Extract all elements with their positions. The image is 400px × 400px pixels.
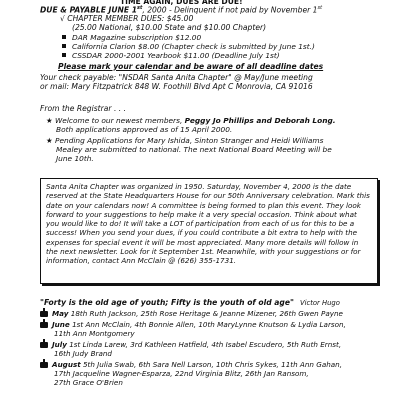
birthday-may: May 18th Ruth Jackson, 25th Rose Heritage & Jeanne Mizener, 26th Gwen Payne — [40, 309, 343, 318]
chapter-dues: √ CHAPTER MEMBER DUES: $45.00 — [60, 14, 194, 23]
birthday-cake-icon — [40, 362, 48, 368]
dues-item: California Clarion $8.00 (Chapter check is submitted by June 1st.) — [62, 42, 315, 51]
check-payable-line: Your check payable: "NSDAR Santa Anita Chapter" @ May/June meeting — [40, 73, 313, 82]
registrar-pending-3: June 10th. — [56, 154, 94, 163]
bullet-square-icon — [62, 44, 66, 48]
bullet-star-icon: ★ — [46, 116, 53, 125]
dues-item: DAR Magazine subscription $12.00 — [62, 33, 201, 42]
anniversary-text: Santa Anita Chapter was organized in 1950. Saturday, November 4, 2000 is the date reserved at the State Headquarters House for our 50th Anniversary celebration. Mark this date on your calendars now! A committee is being formed to plan this event. They look forward to your suggestions to help make it a very special occasion. Think about what you would like to do! It will take a LOT of participation from each of us for this to be a success! When you send your dues, if you could contribute a bit extra to help with the expenses for special event it will be most appreciated. Many more details will follow in the next newsletter. Look for it September 1st. Meanwhile, with your suggestions or for information, contact Ann McClain @ (626) 355-1731. — [46, 182, 370, 266]
bullet-square-icon — [62, 53, 66, 57]
birthday-cake-icon — [40, 342, 48, 348]
birthday-august-cont: 17th Jacqueline Wagner-Esparza, 22nd Virginia Blitz, 26th Jan Ransom, — [54, 369, 309, 378]
registrar-heading: From the Registrar . . . — [40, 104, 127, 113]
cut-off-header: TIME AGAIN, DUES ARE DUE! — [120, 0, 243, 6]
anniversary-box — [40, 178, 378, 284]
birthday-cake-icon — [40, 322, 48, 328]
registrar-welcome: ★ Welcome to our newest members, Peggy Jo Phillips and Deborah Long. — [46, 116, 336, 125]
bullet-star-icon: ★ — [46, 136, 53, 145]
check-mark-icon: √ — [60, 14, 65, 23]
birthday-august: August 5th Julia Swab, 6th Sara Nell Larson, 10th Chris Sykes, 11th Ann Gahan, — [40, 360, 342, 369]
registrar-welcome-2: Both applications approved as of 15 April 2000. — [56, 125, 233, 134]
registrar-pending-2: Mealey are submitted to national. The next National Board Meeting will be — [56, 145, 332, 154]
birthday-july-cont: 16th Judy Brand — [54, 349, 112, 358]
birthday-august-cont-2: 27th Grace O'Brien — [54, 378, 123, 387]
birthday-june-cont: 11th Ann Montgomery — [54, 329, 135, 338]
birthday-quote: "Forty is the old age of youth; Fifty is the youth of old age" Victor Hugo — [40, 298, 340, 307]
birthday-cake-icon — [40, 311, 48, 317]
birthday-june: June 1st Ann McClain, 4th Bonnie Allen, 10th MaryLynne Knutson & Lydia Larson, — [40, 320, 346, 329]
mail-to-line: or mail: Mary Fitzpatrick 848 W. Foothill Blvd Apt C Monrovia, CA 91016 — [40, 82, 313, 91]
mark-calendar-note: Please mark your calendar and be aware of all deadline dates — [58, 62, 324, 71]
birthday-july: July 1st Linda Larew, 3rd Kathleen Hatfield, 4th Isabel Escudero, 5th Ruth Ernst, — [40, 340, 341, 349]
dues-due-line: DUE & PAYABLE JUNE 1st, 2000 - Delinquent if not paid by November 1st — [40, 5, 323, 15]
chapter-dues-detail: (25.00 National, $10.00 State and $10.00 Chapter) — [72, 23, 267, 32]
registrar-pending: ★ Pending Applications for Mary Ishida, Sinton Stranger and Heidi Williams — [46, 136, 324, 145]
bullet-square-icon — [62, 35, 66, 39]
dues-item: CSSDAR 2000-2001 Yearbook $11.00 (Deadline July 1st) — [62, 51, 280, 60]
